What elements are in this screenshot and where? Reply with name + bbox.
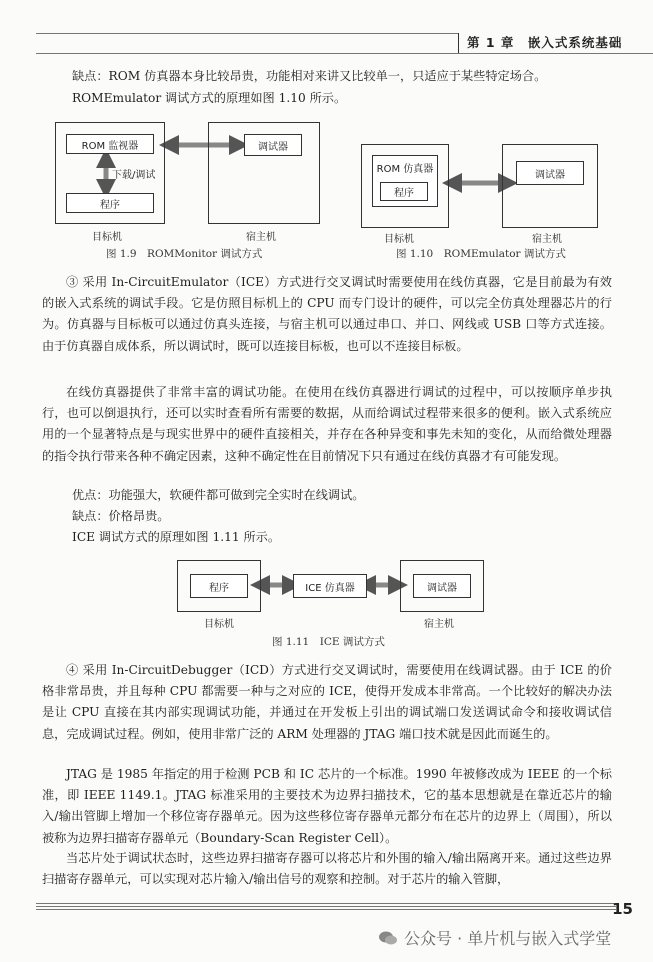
paragraph-p6: 缺点：价格昂贵。 [72, 509, 170, 523]
fig9-debugger-box: 调试器 [244, 134, 302, 156]
fig11-target-label: 目标机 [204, 619, 234, 630]
fig9-program-box: 程序 [66, 193, 154, 213]
fig10-caption: 图 1.10 ROMEmulator 调试方式 [396, 248, 566, 260]
fig9-caption: 图 1.9 ROMMonitor 调试方式 [106, 248, 263, 260]
fig11-caption: 图 1.11 ICE 调试方式 [272, 636, 385, 648]
chapter-header: 第 1 章 嵌入式系统基础 [458, 33, 653, 53]
fig10-program-box: 程序 [380, 182, 428, 201]
paragraph-p10: 当芯片处于调试状态时，这些边界扫描寄存器可以将芯片和外围的输入/输出隔离开来。通过这些边界扫描寄存器单元，可以实现对芯片输入/输出信号的观察和控制。对于芯片的输入管脚， [42, 851, 612, 887]
fig9-target-label: 目标机 [92, 232, 122, 243]
page-number: 15 [612, 900, 633, 918]
paragraph-p3: ③ 采用 In-CircuitEmulator（ICE）方式进行交叉调试时需要使用在线仿真器，它是目前最为有效的嵌入式系统的调试手段。它是仿照目标机上的 CPU 而专门设计的硬件，可以完全仿真处理器芯片的行为。仿真器与目标板可以通过仿真头连接，与宿主机可以通过串口、并口、网线或 USB 口等方式连接。由于仿真器自成体系，所以调试时，既可以连接目标板，也可以不连接目标板。 [42, 275, 612, 353]
paragraph-p9: JTAG 是 1985 年指定的用于检测 PCB 和 IC 芯片的一个标准。1990 年被修改成为 IEEE 的一个标准，即 IEEE 1149.1。JTAG 标准采用的主要技术为边界扫描技术，它的基本思想就是在靠近芯片的输入/输出管脚上增加一个移位寄存器单元。因为这些移位寄存器单元都分布在芯片的边界上（周围），所以被称为边界扫描寄存器单元（Boundary-Scan Register Cell）。 [42, 767, 612, 845]
paragraph-p7: ICE 调试方式的原理如图 1.11 所示。 [72, 530, 281, 544]
fig11-debugger-box: 调试器 [413, 574, 471, 598]
paragraph-p1: 缺点：ROM 仿真器本身比较昂贵，功能相对来讲又比较单一，只适应于某些特定场合。 [72, 69, 547, 83]
paragraph-p4: 在线仿真器提供了非常丰富的调试功能。在使用在线仿真器进行调试的过程中，可以按顺序单步执行，也可以倒退执行，还可以实时查看所有需要的数据，从而给调试过程带来很多的便利。嵌入式系统应用的一个显著特点是与现实世界中的硬件直接相关，并存在各种异变和事先未知的变化，从而给微处理器的指令执行带来各种不确定因素，这种不确定性在目前情况下只有通过在线仿真器才有可能发现。 [42, 385, 612, 463]
footer-rule-1 [36, 903, 616, 904]
fig10-debugger-box: 调试器 [516, 161, 584, 185]
fig9-rom-monitor-box: ROM 监视器 [66, 134, 154, 154]
paragraph-p8: ④ 采用 In-CircuitDebugger（ICD）方式进行交叉调试时，需要使用在线调试器。由于 ICE 的价格非常昂贵，并且每种 CPU 都需要一种与之对应的 ICE，使得开发成本非常高。一个比较好的解决办法是让 CPU 直接在其内部实现调试功能，并通过在开发板上引出的调试端口发送调试命令和接收调试信息，完成调试过程。例如，使用非常广泛的 ARM 处理器的 JTAG 端口技术就是因此而诞生的。 [42, 663, 612, 741]
wechat-icon [378, 930, 398, 946]
fig10-target-label: 目标机 [384, 234, 414, 245]
watermark [378, 926, 611, 949]
fig10-host-label: 宿主机 [532, 234, 562, 245]
fig9-host-label: 宿主机 [246, 232, 276, 243]
fig11-program-box: 程序 [190, 574, 248, 598]
fig9-download-label: 下载/调试 [112, 170, 156, 181]
footer-rule-2 [36, 906, 616, 907]
fig10-rom-emulator-label: ROM 仿真器 [376, 164, 434, 175]
fig11-ice-box: ICE 仿真器 [293, 574, 367, 598]
paragraph-p5: 优点：功能强大，软硬件都可做到完全实时在线调试。 [72, 488, 365, 502]
fig11-host-label: 宿主机 [424, 619, 454, 630]
footer-rule-3 [36, 909, 616, 910]
fig10-host-frame [502, 144, 598, 228]
watermark-text: 公众号 · 单片机与嵌入式学堂 [404, 929, 612, 948]
paragraph-p2: ROMEmulator 调试方式的原理如图 1.10 所示。 [72, 91, 347, 105]
